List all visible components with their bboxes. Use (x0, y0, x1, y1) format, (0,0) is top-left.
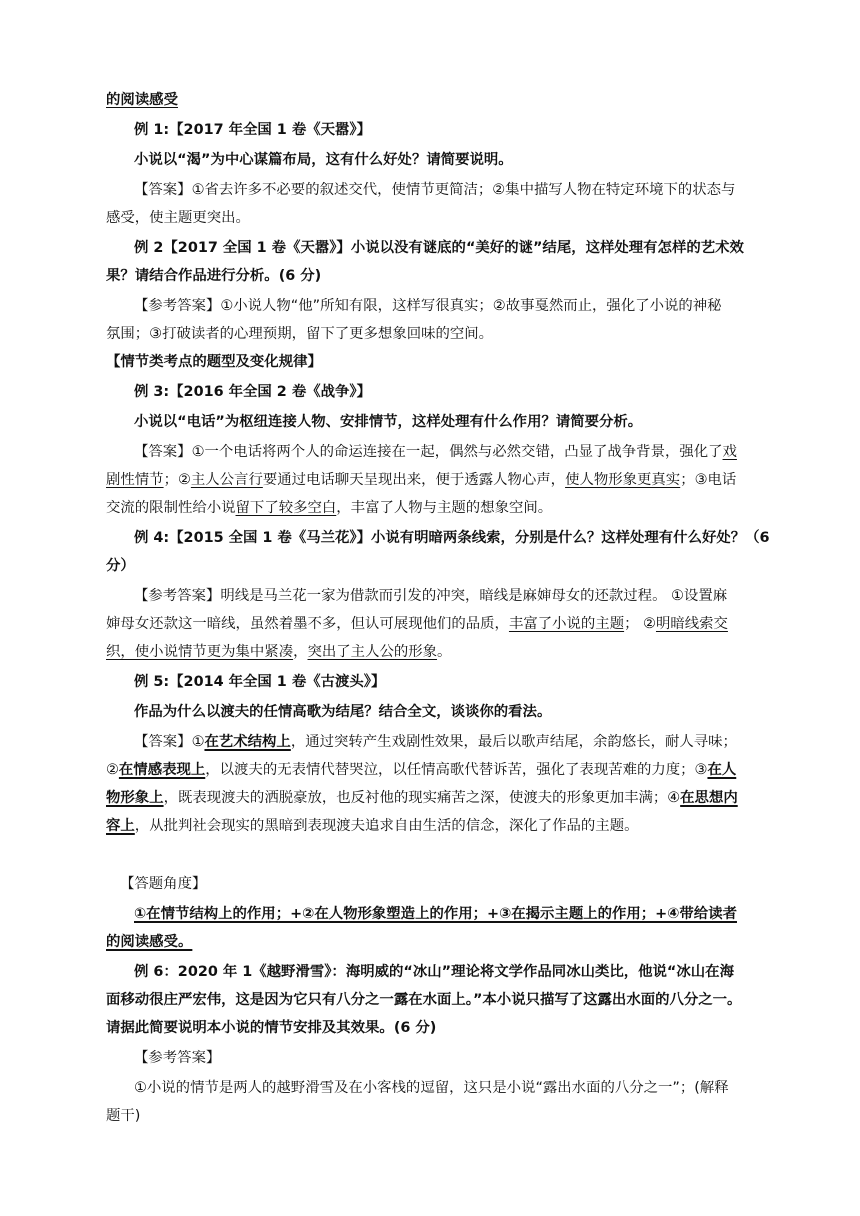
example-1-question: 小说以“渴”为中心谋篇布局，这有什么好处？请简要说明。 (134, 152, 513, 168)
example-3-heading: 例 3:【2016 年全国 2 卷《战争》】 (134, 384, 371, 400)
section-heading-plot: 【情节类考点的题型及变化规律】 (106, 354, 322, 370)
example-4-heading-line-1: 例 4:【2015 全国 1 卷《马兰花》】小说有明暗两条线索，分别是什么？这样处理有什么好处？（6 (134, 530, 770, 546)
example-1-heading: 例 1:【2017 年全国 1 卷《天嚣》】 (134, 122, 371, 138)
example-4-heading-line-2: 分） (106, 558, 135, 574)
example-1-answer-line-1: 【答案】①省去许多不必要的叙述交代，使情节更简洁；②集中描写人物在特定环境下的状态与 (134, 182, 736, 198)
example-3-answer-line-2: 剧性情节；②主人公言行要通过电话聊天呈现出来，便于透露人物心声，使人物形象更真实；③电话 (106, 472, 737, 488)
example-2-answer-line-1: 【参考答案】①小说人物“他”所知有限，这样写很真实；②故事戛然而止，强化了小说的神秘 (134, 298, 722, 314)
example-4-answer-line-3: 织，使小说情节更为集中紧凑，突出了主人公的形象。 (106, 644, 452, 660)
example-1-answer-line-2: 感受，使主题更突出。 (106, 210, 250, 226)
answer-angle-line-2: 的阅读感受。 (106, 934, 193, 950)
example-5-heading: 例 5:【2014 年全国 1 卷《古渡头》】 (134, 674, 386, 690)
example-6-heading-line-1: 例 6：2020 年 1《越野滑雪》：海明威的“冰山”理论将文学作品同冰山类比，他说“冰山在海 (134, 964, 734, 980)
example-5-answer-line-2: ②在情感表现上，以渡夫的无表情代替哭泣，以任情高歌代替诉苦，强化了表现苦难的力度；③在人 (106, 762, 737, 778)
example-5-answer-line-1: 【答案】①在艺术结构上，通过突转产生戏剧性效果，最后以歌声结尾，余韵悠长，耐人寻味； (134, 734, 737, 750)
example-5-answer-line-4: 容上，从批判社会现实的黑暗到表现渡夫追求自由生活的信念，深化了作品的主题。 (106, 818, 639, 834)
example-2-heading-line-2: 果？请结合作品进行分析。(6 分) (106, 268, 322, 284)
example-3-question: 小说以“电话”为枢纽连接人物、安排情节，这样处理有什么作用？请简要分析。 (134, 414, 643, 430)
example-6-heading-line-3: 请据此简要说明本小说的情节安排及其效果。(6 分) (106, 1020, 437, 1036)
example-6-answer-line-2: 题干) (106, 1108, 141, 1124)
example-2-heading-line-1: 例 2【2017 全国 1 卷《天嚣》】小说以没有谜底的“美好的谜”结尾，这样处理有怎样的艺术效 (134, 240, 744, 256)
example-4-answer-line-2: 婶母女还款这一暗线，虽然着墨不多，但认可展现他们的品质，丰富了小说的主题； ②明暗线索交 (106, 616, 728, 632)
example-3-answer-line-1: 【答案】①一个电话将两个人的命运连接在一起，偶然与必然交错，凸显了战争背景，强化了戏 (134, 444, 737, 460)
answer-angle-heading: 【答题角度】 (120, 876, 207, 892)
answer-angle-line-1: ①在情节结构上的作用；+②在人物形象塑造上的作用；+③在揭示主题上的作用；+④带给读者 (134, 906, 737, 922)
example-5-answer-line-3: 物形象上，既表现渡夫的洒脱豪放，也反衬他的现实痛苦之深，使渡夫的形象更加丰满；④在思想内 (106, 790, 738, 806)
example-6-answer-label: 【参考答案】 (134, 1050, 221, 1066)
example-4-answer-line-1: 【参考答案】明线是马兰花一家为借款而引发的冲突，暗线是麻婶母女的还款过程。 ①设置麻 (134, 588, 728, 604)
example-6-answer-line-1: ①小说的情节是两人的越野滑雪及在小客栈的逗留，这只是小说“露出水面的八分之一”；(解释 (134, 1080, 729, 1096)
example-5-question: 作品为什么以渡夫的任情高歌为结尾？结合全文，谈谈你的看法。 (134, 704, 552, 720)
continued-text: 的阅读感受 (106, 92, 178, 108)
example-3-answer-line-3: 交流的限制性给小说留下了较多空白，丰富了人物与主题的想象空间。 (106, 500, 553, 516)
example-6-heading-line-2: 面移动很庄严宏伟，这是因为它只有八分之一露在水面上。”本小说只描写了这露出水面的八分之一。 (106, 992, 742, 1008)
example-2-answer-line-2: 氛围；③打破读者的心理预期，留下了更多想象回味的空间。 (106, 326, 494, 342)
